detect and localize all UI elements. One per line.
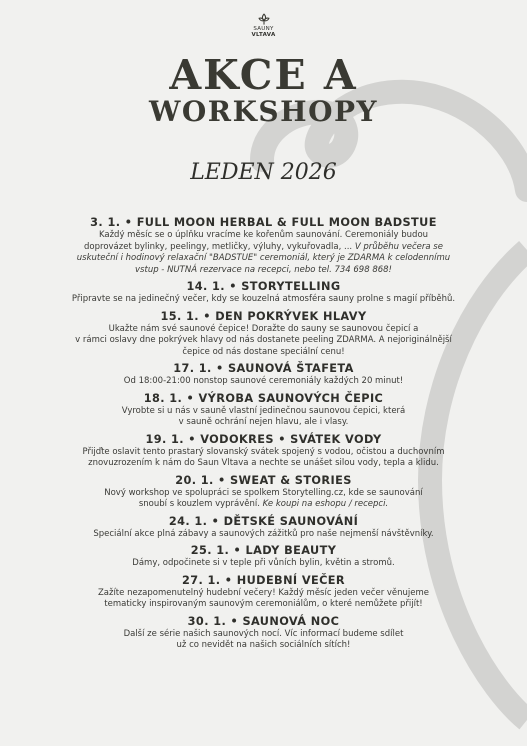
event-description-text: Každý měsíc se o úplňku vracíme ke kořenům saunování. Ceremoniály budou [98,230,429,240]
page-title-line1: AKCE A [169,51,358,99]
event-item [35,432,492,470]
page-title-line2: WORKSHOPY [148,95,379,128]
event-description-text: doprovázet bylinky, peelingy, metličky, výluhy, vykuřovadla, ... [84,241,353,252]
event-description-line [35,242,492,254]
flower-icon [257,12,271,26]
event-description-text: Speciální akce plná zábavy a saunových zážitků pro naše nejmenší návštěvníky. [93,528,434,539]
event-item [35,614,492,652]
event-item [35,573,492,611]
event-description-text: už co nevidět na našich sociálních sítích! [176,640,351,650]
event-description-line [35,447,492,459]
event-description-line [35,629,492,641]
event-description-text: uskuteční i hodinový relaxační "BADSTUE" ceremoniál, který je ZDARMA k celodennímu [76,253,451,263]
event-item [35,279,492,306]
event-description-line [35,599,492,611]
event-description-line [35,529,492,541]
event-description-text: Zažíte nezapomenutelný hudební večery! Každý měsíc jeden večer věnujeme [97,587,430,598]
event-description-line [35,458,492,470]
event-description-text: Vyrobte si u nás v sauně vlastní jedinečnou saunovou čepici, která [121,405,406,416]
event-description-line [35,376,492,388]
event-item [35,473,492,511]
event-heading: 17. 1. • SAUNOVÁ ŠTAFETA [173,362,354,375]
event-description-line [35,488,492,500]
event-heading: 30. 1. • SAUNOVÁ NOC [187,614,340,628]
event-description-line [35,406,492,418]
event-heading: 24. 1. • DĚTSKÉ SAUNOVÁNÍ [168,514,359,528]
event-heading: 27. 1. • HUDEBNÍ VEČER [181,573,346,587]
event-heading: 15. 1. • DEN POKRÝVEK HLAVY [160,309,367,323]
event-description-line [35,294,492,306]
event-item [35,391,492,429]
logo-text-bottom: VLTAVA [251,32,276,38]
event-description-line [35,640,492,652]
event-description-text: Nový workshop ve spolupráci se spolkem Storytelling.cz, kde se saunování [104,487,423,498]
event-description-text: v rámci oslavy dne pokrývek hlavy od nás dostanete peeling ZDARMA. A nejoriginálnější [75,335,452,345]
event-list [35,215,492,655]
logo-text-top: SAUNY [253,26,274,32]
event-heading: 14. 1. • STORYTELLING [186,280,341,293]
event-heading: 25. 1. • LADY BEAUTY [190,544,337,557]
event-description-line [35,588,492,600]
event-description-text: Dámy, odpočinete si v teple při vůních bylin, květin a stromů. [132,558,395,568]
event-description-text: Přijďte oslavit tento prastarý slovanský svátek spojený s vodou, očistou a duchovním [82,446,445,457]
event-description-line [35,417,492,429]
brand-logo [0,12,527,38]
event-description-text: Připravte se na jedinečný večer, kdy se kouzelná atmosféra sauny prolne s magií příběhů. [71,294,456,304]
event-item [35,543,492,570]
event-description-line [35,558,492,570]
event-item [35,361,492,388]
event-description-text: znovuzrozením k nám do Saun Vltava a nechte se unášet silou vody, tepla a klidu. [88,458,439,468]
event-heading: 3. 1. • FULL MOON HERBAL & FULL MOON BADSTUE [90,216,437,229]
event-item [35,309,492,359]
event-heading: 18. 1. • VÝROBA SAUNOVÝCH ČEPIC [143,391,384,405]
event-description-line [35,499,492,511]
event-description-line [35,265,492,277]
event-heading: 20. 1. • SWEAT & STORIES [175,473,352,487]
event-description-line [35,347,492,359]
event-description-italic-tail: Ke koupi na eshopu / recepci. [259,499,389,509]
event-item [35,215,492,276]
event-description-text: vstup - NUTNÁ rezervace na recepci, nebo tel. 734 698 868! [135,264,392,275]
event-description-text: snoubí s kouzlem vyprávění. [138,499,260,509]
month-heading: LEDEN 2026 [190,160,337,185]
event-heading: 19. 1. • VODOKRES • SVÁTEK VODY [145,432,382,446]
event-description-text: v sauně ochrání nejen hlavu, ale i vlasy. [178,417,349,427]
event-description-text: čepice od nás dostane speciální cenu! [182,346,345,357]
event-description-text: tematicky inspirovaným saunovým ceremoniálům, o které nemůžete přijít! [104,599,423,609]
event-description-line [35,324,492,336]
event-item [35,514,492,541]
event-description-line [35,230,492,242]
event-description-line [35,335,492,347]
event-description-text: Další ze série našich saunových nocí. Víc informací budeme sdílet [123,628,404,639]
event-description-italic-tail: V průběhu večera se [352,241,443,252]
event-description-line [35,253,492,265]
event-description-text: Od 18:00-21:00 nonstop saunové ceremoniály každých 20 minut! [123,376,404,386]
event-description-text: Ukažte nám své saunové čepice! Doražte do sauny se saunovou čepicí a [108,323,419,334]
